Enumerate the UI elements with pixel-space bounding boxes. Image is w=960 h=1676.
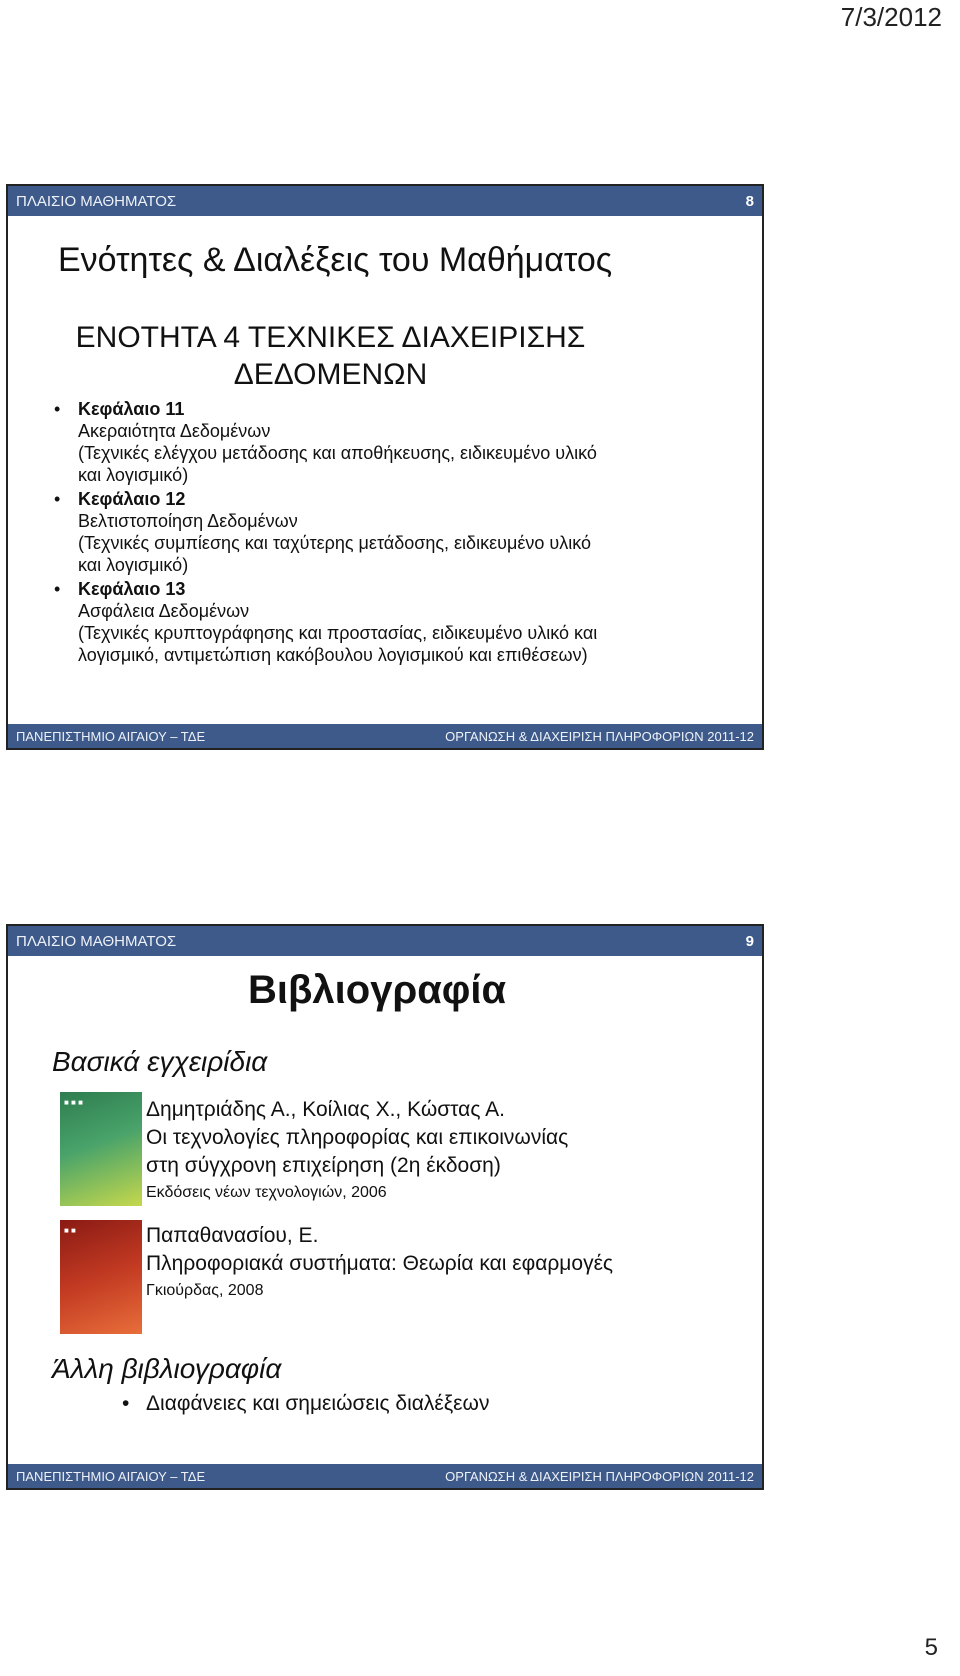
chapter-description: και λογισμικό) <box>78 555 189 575</box>
page-date: 7/3/2012 <box>840 2 942 32</box>
basic-manuals-heading: Βασικά εγχειρίδια <box>52 1046 268 1077</box>
cover-art: ■ ■ ■ <box>64 1098 83 1107</box>
slide-header-bar <box>8 186 762 216</box>
chapter-heading: • Κεφάλαιο 12 <box>78 489 186 509</box>
slide-title: Ενότητες & Διαλέξεις του Μαθήματος <box>58 241 613 279</box>
chapter-heading: • Κεφάλαιο 13 <box>78 579 186 599</box>
chapter-description: (Τεχνικές κρυπτογράφησης και προστασίας, ειδικευμένο υλικό και <box>78 623 598 643</box>
slide-number: 9 <box>745 932 754 950</box>
cover-art: ■ ■ <box>64 1226 76 1235</box>
book-title: Πληροφοριακά συστήματα: Θεωρία και εφαρμογές <box>146 1252 614 1275</box>
book-publisher: Γκιούρδας, 2008 <box>146 1282 264 1299</box>
book-entry <box>146 1096 568 1206</box>
chapter-subtitle: Βελτιστοποίηση Δεδομένων <box>78 511 298 531</box>
book-title: Οι τεχνολογίες πληροφορίας και επικοινωνίας <box>146 1126 569 1149</box>
footer-university: ΠΑΝΕΠΙΣΤΗΜΙΟ ΑΙΓΑΙΟΥ – ΤΔΕ <box>16 728 206 744</box>
book-cover-image <box>60 1092 142 1206</box>
chapter-subtitle: Ασφάλεια Δεδομένων <box>78 601 250 621</box>
book-author: Παπαθανασίου, Ε. <box>146 1224 319 1247</box>
book-author: Δημητριάδης Α., Κοίλιας Χ., Κώστας Α. <box>146 1098 505 1121</box>
section-title: ΕΝΟΤΗΤΑ 4 ΤΕΧΝΙΚΕΣ ΔΙΑΧΕΙΡΙΣΗΣ ΔΕΔΟΜΕΝΩΝ <box>75 321 586 391</box>
chapter-item <box>50 398 750 486</box>
footer-course: ΟΡΓΑΝΩΣΗ & ΔΙΑΧΕΙΡΙΣΗ ΠΛΗΡΟΦΟΡΙΩΝ 2011-12 <box>445 1468 754 1484</box>
slide-header-label: ΠΛΑΙΣΙΟ ΜΑΘΗΜΑΤΟΣ <box>16 192 177 210</box>
book-title: στη σύγχρονη επιχείρηση (2η έκδοση) <box>146 1154 501 1177</box>
slide-footer-bar <box>8 724 762 748</box>
book-publisher: Εκδόσεις νέων τεχνολογιών, 2006 <box>146 1184 387 1201</box>
chapter-item <box>50 488 750 576</box>
list-item: • Διαφάνειες και σημειώσεις διαλέξεων <box>120 1392 489 1416</box>
slide-header-label: ΠΛΑΙΣΙΟ ΜΑΘΗΜΑΤΟΣ <box>16 932 177 950</box>
footer-course: ΟΡΓΑΝΩΣΗ & ΔΙΑΧΕΙΡΙΣΗ ΠΛΗΡΟΦΟΡΙΩΝ 2011-12 <box>445 728 754 744</box>
chapter-list <box>50 398 750 668</box>
slide-footer-bar <box>8 1464 762 1488</box>
other-bibliography-list <box>120 1392 489 1416</box>
slide-8 <box>6 184 764 750</box>
chapter-description: και λογισμικό) <box>78 465 189 485</box>
slide-header-bar <box>8 926 762 956</box>
page-number: 5 <box>924 1634 938 1661</box>
slide-9 <box>6 924 764 1490</box>
chapter-heading: • Κεφάλαιο 11 <box>78 399 185 419</box>
chapter-description: λογισμικό, αντιμετώπιση κακόβουλου λογισμικού και επιθέσεων) <box>78 645 588 665</box>
slide-number: 8 <box>745 192 754 210</box>
slide-title: Βιβλιογραφία <box>248 968 507 1012</box>
chapter-subtitle: Ακεραιότητα Δεδομένων <box>78 421 271 441</box>
other-bibliography-heading: Άλλη βιβλιογραφία <box>52 1353 282 1384</box>
chapter-item <box>50 578 750 666</box>
book-entry <box>146 1222 613 1304</box>
book-cover-image <box>60 1220 142 1334</box>
footer-university: ΠΑΝΕΠΙΣΤΗΜΙΟ ΑΙΓΑΙΟΥ – ΤΔΕ <box>16 1468 206 1484</box>
chapter-description: (Τεχνικές συμπίεσης και ταχύτερης μετάδοσης, ειδικευμένο υλικό <box>78 533 591 553</box>
chapter-description: (Τεχνικές ελέγχου μετάδοσης και αποθήκευσης, ειδικευμένο υλικό <box>78 443 597 463</box>
